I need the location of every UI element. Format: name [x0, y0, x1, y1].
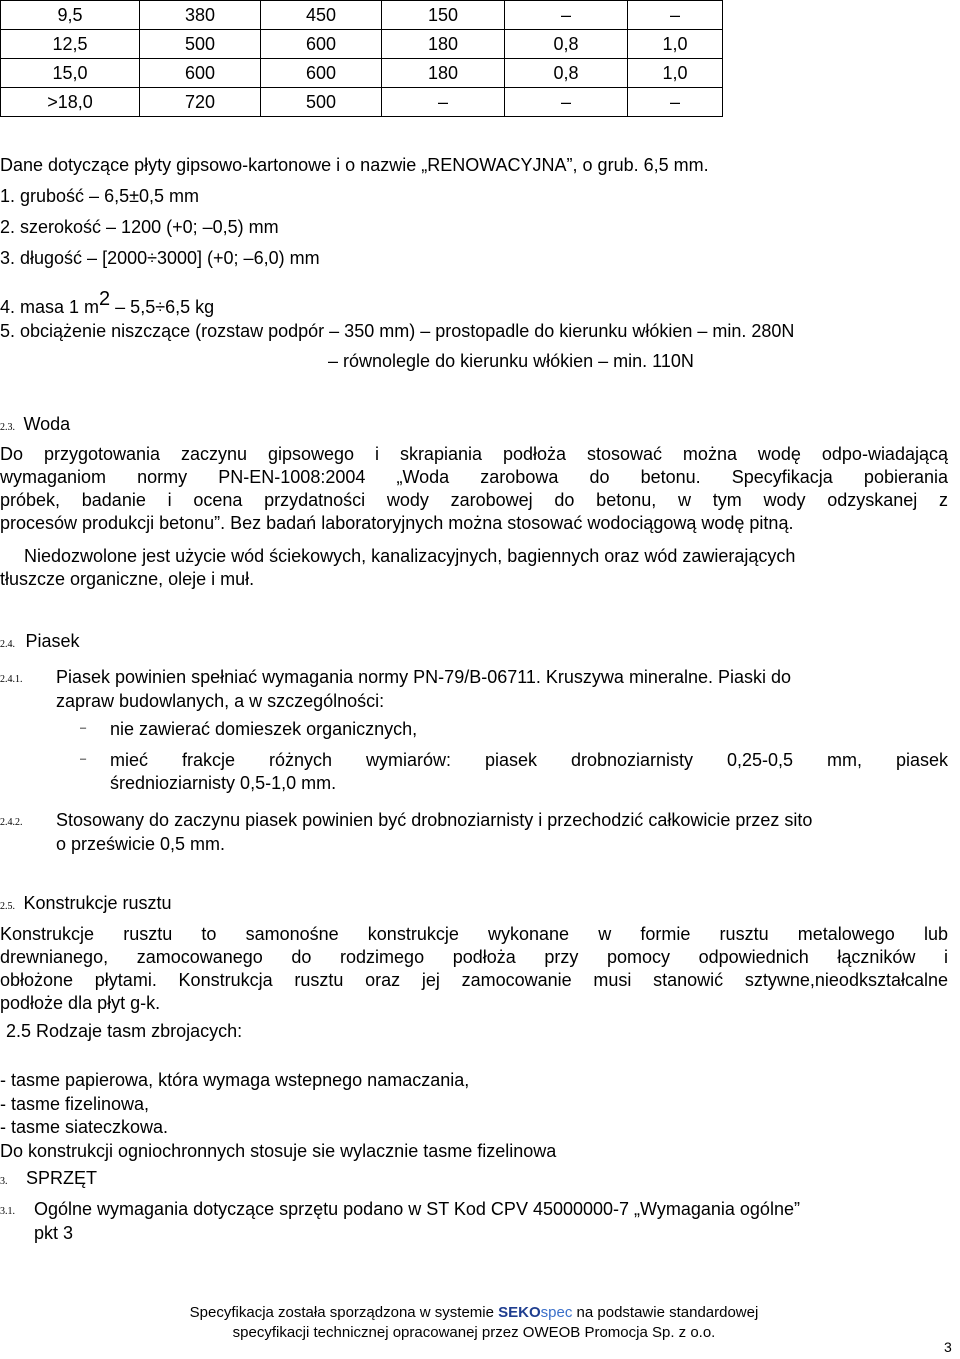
piasek-title: Piasek [25, 631, 80, 651]
table-cell: 600 [261, 59, 382, 88]
table-row [1, 30, 723, 59]
renowacyjna-intro: Dane dotyczące płyty gipsowo-kartonowe i o nazwie „RENOWACYJNA”, o grub. 6,5 mm. [0, 155, 709, 175]
piasek-s1-number: 2.4.1. [0, 674, 23, 685]
piasek-s2-number: 2.4.2. [0, 817, 23, 828]
renowacyjna-item-5: 5. obciążenie niszczące (rozstaw podpór – 350 mm) – prostopadle do kierunku włókien – min. 280N [0, 321, 795, 341]
footer-line-1: Specyfikacja została sporządzona w systemie SEKOspec na podstawie standardowej [189, 1304, 759, 1321]
footer-line-2: specyfikacji technicznej opracowanej przez OWEOB Promocja Sp. z o.o. [232, 1324, 716, 1341]
table-cell: 9,5 [1, 1, 140, 30]
table-cell: – [628, 1, 723, 30]
table-cell: >18,0 [1, 88, 140, 117]
piasek-heading: 2.4. Piasek [0, 631, 80, 651]
sprzet-heading: 3. SPRZĘT [0, 1168, 97, 1188]
piasek-s2-line2: o prześwicie 0,5 mm. [56, 834, 226, 854]
bullet-dash-icon: – [80, 753, 87, 765]
piasek-bullet-2: mieć frakcje różnych wymiarów: piasek drobnoziarnisty 0,25-0,5 mm, piasek średnioziarnisty 0,5-1,0 mm. [110, 750, 948, 793]
table-cell: 600 [261, 30, 382, 59]
table-cell: 500 [140, 30, 261, 59]
table-cell: 180 [382, 30, 505, 59]
sprzet-s1-line2: pkt 3 [34, 1223, 74, 1243]
bullet-dash-icon: – [80, 722, 87, 734]
table-row [1, 1, 723, 30]
table-cell: 1,0 [628, 59, 723, 88]
tasmy-item-3: - tasme siateczkowa. [0, 1117, 169, 1137]
table-cell: – [628, 88, 723, 117]
piasek-s1-line2: zapraw budowlanych, a w szczególności: [56, 691, 385, 711]
table-cell: 12,5 [1, 30, 140, 59]
table-cell: – [382, 88, 505, 117]
table-cell: 1,0 [628, 30, 723, 59]
piasek-s2-line1: Stosowany do zaczynu piasek powinien być drobnoziarnisty i przechodzić całkowicie przez sito [56, 810, 813, 830]
table-cell: 600 [140, 59, 261, 88]
table-cell: 450 [261, 1, 382, 30]
ruszt-heading: 2.5. Konstrukcje rusztu [0, 893, 172, 913]
sprzet-title: SPRZĘT [25, 1168, 97, 1188]
sekospec-logo: SEKOspec [498, 1304, 573, 1321]
renowacyjna-item-5b: – równolegle do kierunku włókien – min. 110N [328, 351, 694, 371]
renowacyjna-item-1: 1. grubość – 6,5±0,5 mm [0, 186, 199, 206]
table-cell: 0,8 [505, 30, 628, 59]
renowacyjna-item-4: 4. masa 1 $m^2 - 5,5\div 6,5$ kg [0, 288, 215, 317]
tasmy-note: Do konstrukcji ogniochronnych stosuje sie wylacznie tasme fizelinowa [0, 1141, 557, 1161]
woda-paragraph-2-line2: tłuszcze organiczne, oleje i muł. [0, 569, 255, 589]
table-cell: 150 [382, 1, 505, 30]
woda-title: Woda [23, 414, 71, 434]
renowacyjna-item-2: 2. szerokość – 1200 (+0; –0,5) mm [0, 217, 279, 237]
piasek-s1-line1: Piasek powinien spełniać wymagania normy PN-79/B-06711. Kruszywa mineralne. Piaski do [56, 667, 792, 687]
table-cell: 720 [140, 88, 261, 117]
woda-paragraph: Do przygotowania zaczynu gipsowego i skrapiania podłoża stosować można wodę odpo-wiadającą wymaganiom normy PN-EN-1008:2004 „Woda zarobowa do betonu. Specyfikacja pobierania próbek, badanie i ocena przydatności wody zarobowej do betonu, w tym wody odzyskanej z procesów produkcji betonu”. Bez badań laboratoryjnych można stosować wodociągową wodę pitną. [0, 444, 948, 533]
ruszt-paragraph: Konstrukcje rusztu to samonośne konstrukcje wykonane w formie rusztu metalowego lub drewnianego, zamocowanego do rodzimego podłoża przy pomocy odpowiednich łączników i obłożone płytami. Konstrukcja rusztu oraz jej zamocowanie musi stanowić sztywne,nieodkształcalne podłoże dla płyt g-k. [0, 924, 948, 1013]
table-row [1, 59, 723, 88]
piasek-bullet-1: nie zawierać domieszek organicznych, [110, 719, 418, 739]
tasmy-item-2: - tasme fizelinowa, [0, 1094, 150, 1114]
table-cell: 0,8 [505, 59, 628, 88]
ruszt-title: Konstrukcje rusztu [23, 893, 172, 913]
table-cell: 500 [261, 88, 382, 117]
renowacyjna-item-3: 3. długość – [2000÷3000] (+0; –6,0) mm [0, 248, 320, 268]
tasmy-item-1: - tasme papierowa, która wymaga wstepnego namaczania, [0, 1070, 470, 1090]
woda-paragraph-2-line1: Niedozwolone jest użycie wód ściekowych, kanalizacyjnych, bagiennych oraz wód zawierających [24, 546, 796, 566]
sprzet-s1-number: 3.1. [0, 1206, 15, 1217]
table-cell: – [505, 1, 628, 30]
table-cell: 15,0 [1, 59, 140, 88]
tasmy-heading: 2.5 Rodzaje tasm zbrojacych: [6, 1021, 243, 1041]
table-cell: 180 [382, 59, 505, 88]
table-row [1, 88, 723, 117]
sprzet-s1-line1: Ogólne wymagania dotyczące sprzętu podano w ST Kod CPV 45000000-7 „Wymagania ogólne” [34, 1199, 800, 1219]
table-cell: – [505, 88, 628, 117]
spec-table [0, 0, 723, 117]
woda-heading: 2.3. Woda [0, 414, 71, 434]
page-number: 3 [944, 1339, 952, 1355]
table-cell: 380 [140, 1, 261, 30]
